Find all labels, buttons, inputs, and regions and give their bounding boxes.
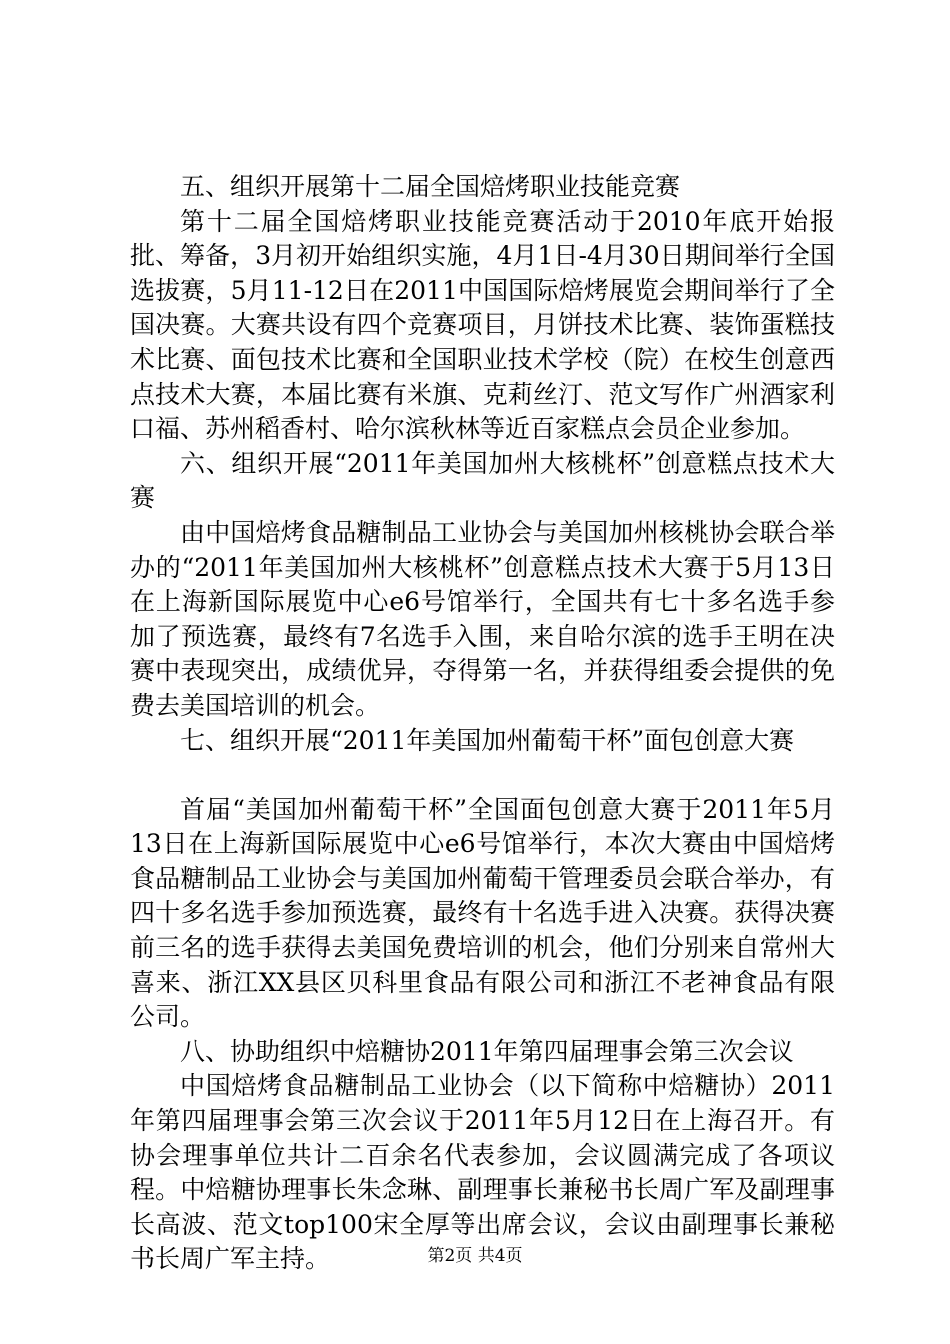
section-heading-8: 八、协助组织中焙糖协2011年第四届理事会第三次会议 bbox=[180, 1036, 794, 1066]
section-heading-5: 五、组织开展第十二届全国焙烤职业技能竞赛 bbox=[180, 172, 681, 201]
page-footer bbox=[0, 1244, 950, 1268]
section-paragraph-7: 首届“美国加州葡萄干杯”全国面包创意大赛于2011年5月13日在上海新国际展览中心e6号馆举行，本次大赛由中国焙烤食品糖制品工业协会与美国加州葡萄干管理委员会联合举办，有四十多名选手参加预选赛，最终有十名选手进入决赛。获得决赛前三名的选手获得去美国免费培训的机会，他们分别来自常州大喜来、浙江XX县区贝科里食品有限公司和浙江不老神食品有限公司。 bbox=[130, 794, 835, 1032]
document-body bbox=[130, 170, 835, 1277]
section-paragraph-6: 由中国焙烤食品糖制品工业协会与美国加州核桃协会联合举办的“2011年美国加州大核桃杯”创意糕点技术大赛于5月13日在上海新国际展览中心e6号馆举行，全国共有七十多名选手参加了预选赛，最终有7名选手入围，来自哈尔滨的选手王明在决赛中表现突出，成绩优异，夺得第一名，并获得组委会提供的免费去美国培训的机会。 bbox=[130, 517, 835, 720]
page-number: 第2页 共4页 bbox=[427, 1246, 523, 1266]
blank-line bbox=[130, 758, 835, 793]
section-heading-7: 七、组织开展“2011年美国加州葡萄干杯”面包创意大赛 bbox=[180, 725, 795, 755]
section-heading-6: 六、组织开展“2011年美国加州大核桃杯”创意糕点技术大赛 bbox=[130, 448, 835, 513]
section-paragraph-5: 第十二届全国焙烤职业技能竞赛活动于2010年底开始报批、筹备，3月初开始组织实施，4月1日-4月30日期间举行全国选拔赛，5月11-12日在2011中国国际焙烤展览会期间举行了全国决赛。大赛共设有四个竞赛项目，月饼技术比赛、装饰蛋糕技术比赛、面包技术比赛和全国职业技术学校（院）在校生创意西点技术大赛，本届比赛有米旗、克莉丝汀、范文写作广州酒家利口福、苏州稻香村、哈尔滨秋林等近百家糕点会员企业参加。 bbox=[130, 206, 835, 444]
section-paragraph-8: 中国焙烤食品糖制品工业协会（以下简称中焙糖协）2011年第四届理事会第三次会议于2011年5月12日在上海召开。有协会理事单位共计二百余名代表参加，会议圆满完成了各项议程。中焙糖协理事长朱念琳、副理事长兼秘书长周广军及副理事长高波、范文top100宋全厚等出席会议，会议由副理事长兼秘书长周广军主持。 bbox=[130, 1071, 835, 1274]
